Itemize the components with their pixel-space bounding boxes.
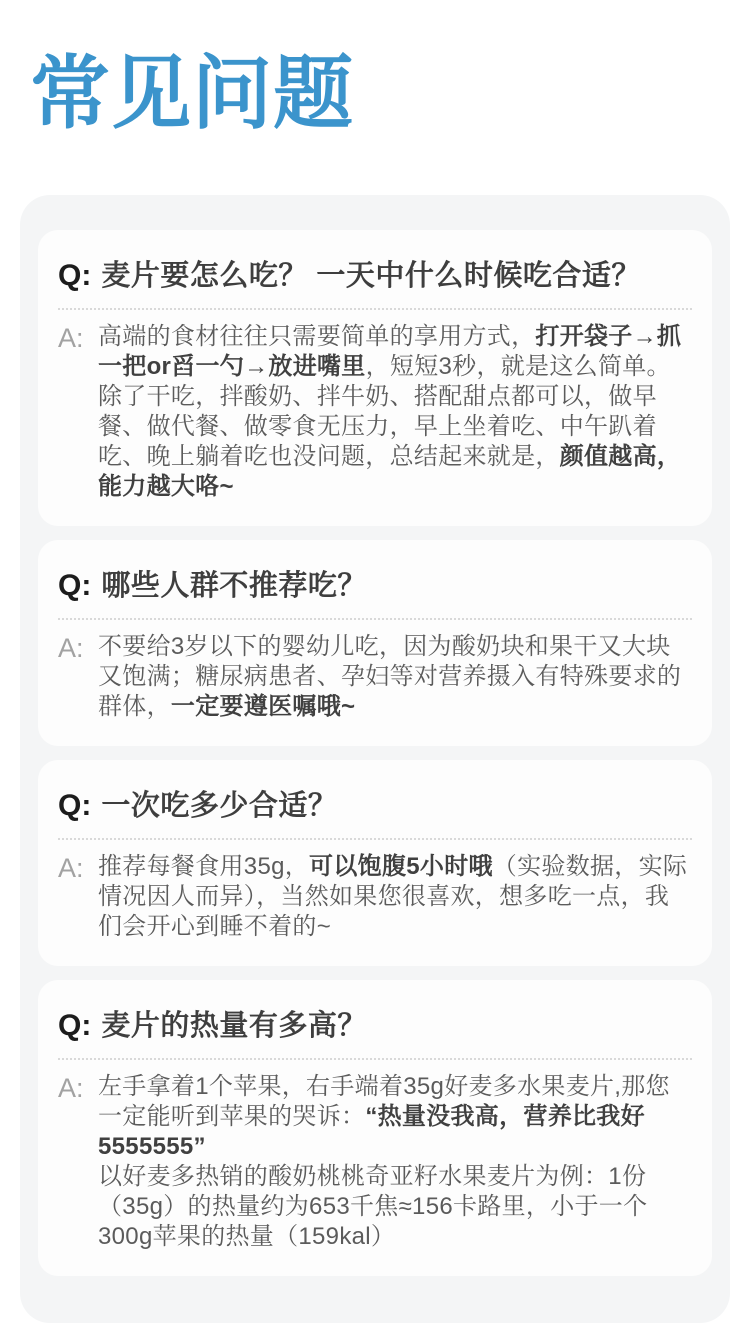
dotted-divider xyxy=(58,838,692,840)
page-title: 常见问题 xyxy=(30,49,354,138)
faq-card xyxy=(38,540,712,746)
q-prefix: Q: xyxy=(58,569,92,602)
dotted-divider xyxy=(58,308,692,310)
dotted-divider xyxy=(58,618,692,620)
question-row xyxy=(58,258,692,294)
dotted-divider xyxy=(58,1058,692,1060)
a-prefix: A: xyxy=(58,853,84,883)
question-row xyxy=(58,788,692,824)
question-row xyxy=(58,568,692,604)
faq-section xyxy=(20,195,730,1323)
a-prefix: A: xyxy=(58,1073,84,1103)
answer-row xyxy=(58,852,692,942)
question-text: 一次吃多少合适？ xyxy=(101,790,338,822)
faq-card xyxy=(38,980,712,1276)
answer-text: 推荐每餐食用35g，可以饱腹5小时哦（实验数据，实际情况因人而异），当然如果您很喜欢，想多吃一点，我们会开心到睡不着的~ xyxy=(98,853,688,940)
answer-text: 左手拿着1个苹果，右手端着35g好麦多水果麦片,那您一定能听到苹果的哭诉：“热量没我高，营养比我好5555555” 以好麦多热销的酸奶桃桃奇亚籽水果麦片为例：1份（35g）的热量约为653千焦≈156卡路里，小于一个300g苹果的热量（159kal） xyxy=(98,1073,670,1250)
question-row xyxy=(58,1008,692,1044)
q-prefix: Q: xyxy=(58,789,92,822)
answer-row xyxy=(58,1072,692,1252)
answer-row xyxy=(58,632,692,722)
question-text: 麦片要怎么吃？ 一天中什么时候吃合适？ xyxy=(101,260,641,292)
question-text: 麦片的热量有多高？ xyxy=(101,1010,367,1042)
answer-text: 不要给3岁以下的婴幼儿吃，因为酸奶块和果干又大块又饱满；糖尿病患者、孕妇等对营养摄入有特殊要求的群体，一定要遵医嘱哦~ xyxy=(98,633,682,720)
a-prefix: A: xyxy=(58,323,84,353)
q-prefix: Q: xyxy=(58,1009,92,1042)
answer-row xyxy=(58,322,692,502)
question-text: 哪些人群不推荐吃？ xyxy=(101,570,367,602)
answer-text: 高端的食材往往只需要简单的享用方式，打开袋子→抓一把or舀一勺→放进嘴里，短短3秒，就是这么简单。除了干吃，拌酸奶、拌牛奶、搭配甜点都可以，做早餐、做代餐、做零食无压力，早上坐着吃、中午趴着吃、晚上躺着吃也没问题，总结起来就是，颜值越高，能力越大咯~ xyxy=(98,323,682,500)
faq-card xyxy=(38,230,712,526)
faq-card xyxy=(38,760,712,966)
q-prefix: Q: xyxy=(58,259,92,292)
a-prefix: A: xyxy=(58,633,84,663)
